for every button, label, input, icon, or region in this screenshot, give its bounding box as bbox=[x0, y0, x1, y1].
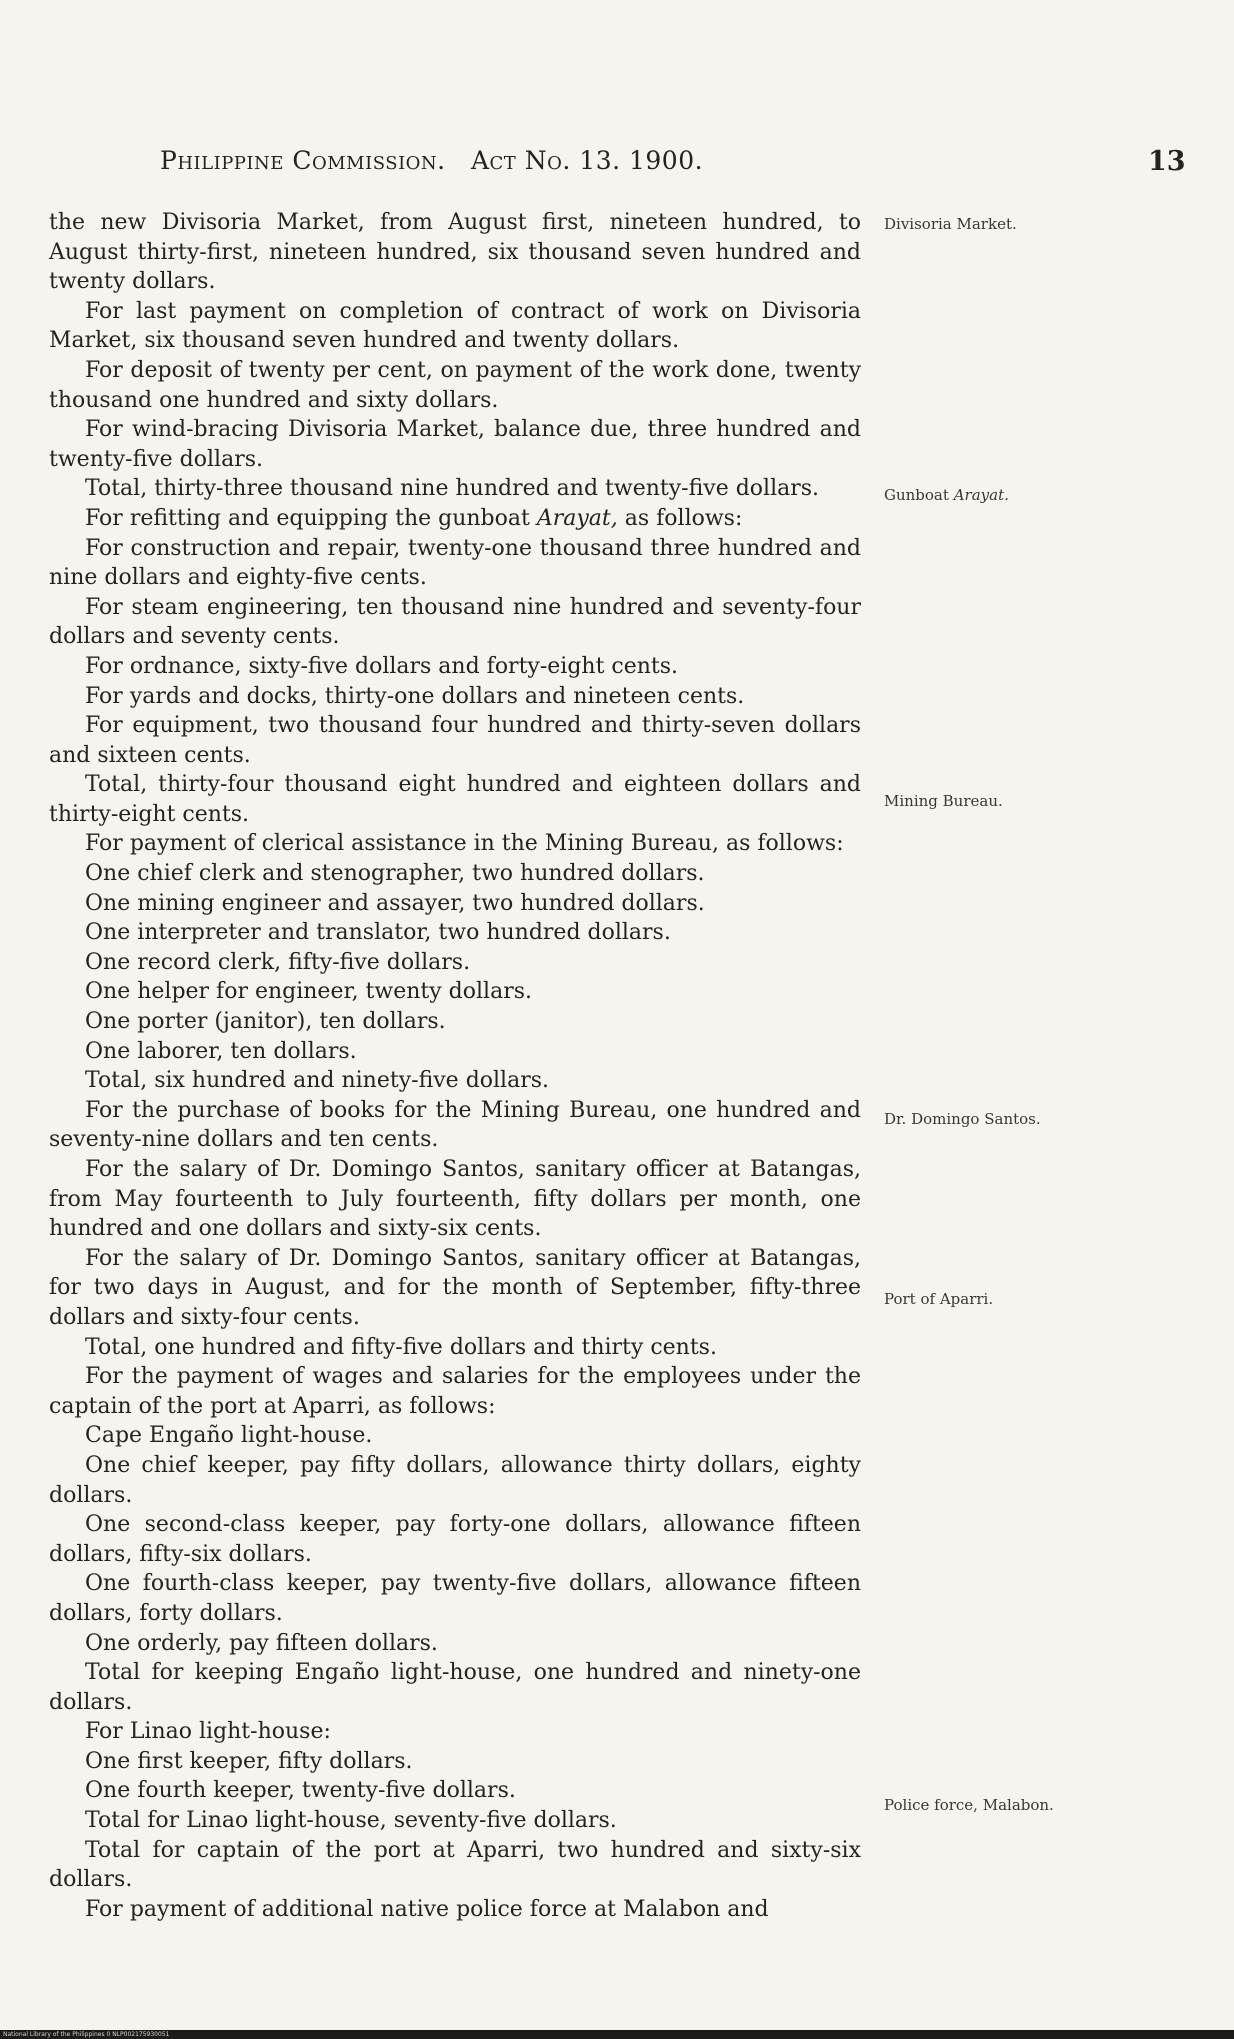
paragraph-gunboat bbox=[49, 504, 861, 534]
paragraph: Total for captain of the port at Aparri, two hundred and sixty-six dollars. bbox=[49, 1837, 861, 1893]
paragraph: Total for Linao light-house, seventy-five dollars. bbox=[85, 1808, 617, 1834]
paragraph: For payment of additional native police force at Malabon and bbox=[85, 1896, 769, 1922]
paragraph: One second-class keeper, pay forty-one dollars, allowance fifteen dollars, fifty-six dollars. bbox=[49, 1512, 861, 1567]
paragraph: For Linao light-house: bbox=[85, 1719, 331, 1745]
paragraph: For the payment of wages and salaries for the employees under the captain of the port at Aparri, as follows: bbox=[49, 1364, 861, 1419]
paragraph: For last payment on completion of contract of work on Divisoria Market, six thousand seven hundred and twenty dollars. bbox=[49, 298, 861, 354]
paragraph: One orderly, pay fifteen dollars. bbox=[85, 1630, 438, 1656]
paragraph: One fourth keeper, twenty-five dollars. bbox=[85, 1778, 516, 1804]
paragraph: Total, thirty-four thousand eight hundred and eighteen dollars and thirty-eight cents. bbox=[49, 772, 861, 827]
margin-note-gunboat bbox=[884, 486, 1099, 504]
paragraph: For wind-bracing Divisoria Market, balance due, three hundred and twenty-five dollars. bbox=[49, 417, 861, 472]
paragraph: For yards and docks, thirty-one dollars and nineteen cents. bbox=[85, 683, 745, 709]
paragraph: One mining engineer and assayer, two hundred dollars. bbox=[85, 890, 705, 916]
paragraph: Total, six hundred and ninety-five dollars. bbox=[85, 1068, 550, 1094]
paragraph: One helper for engineer, twenty dollars. bbox=[85, 979, 532, 1005]
running-header bbox=[160, 146, 703, 175]
paragraph-text: For refitting and equipping the gunboat bbox=[85, 505, 530, 531]
margin-note-mining: Mining Bureau. bbox=[884, 792, 1003, 810]
paragraph: One porter (janitor), ten dollars. bbox=[85, 1009, 446, 1035]
paragraph: For steam engineering, ten thousand nine hundred and seventy-four dollars and seventy cents. bbox=[49, 594, 861, 650]
margin-note-santos: Dr. Domingo Santos. bbox=[884, 1110, 1041, 1128]
margin-note-text: Gunboat bbox=[884, 486, 949, 504]
paragraph: For construction and repair, twenty-one thousand three hundred and nine dollars and eighty-five cents. bbox=[49, 535, 861, 591]
paragraph: One first keeper, fifty dollars. bbox=[85, 1748, 413, 1774]
footer-text: National Library of the Philippines 0 NLP002175930051 bbox=[3, 2031, 170, 2038]
paragraph: Total, thirty-three thousand nine hundred and twenty-five dollars. bbox=[85, 476, 820, 502]
paragraph: Total for keeping Engaño light-house, one hundred and ninety-one dollars. bbox=[49, 1660, 861, 1715]
paragraph-text: as follows: bbox=[617, 505, 743, 531]
paragraph: Cape Engaño light-house. bbox=[85, 1423, 373, 1449]
paragraph: Total, one hundred and fifty-five dollars and thirty cents. bbox=[85, 1334, 717, 1360]
paragraph: For ordnance, sixty-five dollars and forty-eight cents. bbox=[85, 653, 679, 679]
page-number: 13 bbox=[1148, 146, 1186, 177]
margin-note-divisoria: Divisoria Market. bbox=[884, 215, 1017, 233]
paragraph: For the salary of Dr. Domingo Santos, sanitary officer at Batangas, for two days in August, and for the month of September, fifty-three dollars and sixty-four cents. bbox=[49, 1245, 861, 1330]
paragraph: For payment of clerical assistance in the Mining Bureau, as follows: bbox=[85, 831, 844, 857]
paragraph: One interpreter and translator, two hundred dollars. bbox=[85, 920, 671, 946]
paragraph: For deposit of twenty per cent, on payment of the work done, twenty thousand one hundred and sixty dollars. bbox=[49, 357, 861, 413]
paragraph: For the salary of Dr. Domingo Santos, sanitary officer at Batangas, from May fourteenth to July fourteenth, fifty dollars per month, one hundred and one dollars and sixty-six cents. bbox=[49, 1157, 861, 1242]
paragraph: For equipment, two thousand four hundred and thirty-seven dollars and sixteen cents. bbox=[49, 713, 861, 768]
paragraph: One fourth-class keeper, pay twenty-five dollars, allowance fifteen dollars, forty dollars. bbox=[49, 1571, 861, 1626]
paragraph: One chief keeper, pay fifty dollars, allowance thirty dollars, eighty dollars. bbox=[49, 1452, 861, 1508]
footer-strip bbox=[0, 2030, 1234, 2039]
running-title: Philippine Commission. bbox=[160, 146, 446, 175]
paragraph: One record clerk, fifty-five dollars. bbox=[85, 949, 471, 975]
margin-note-gunboat-name: Arayat. bbox=[953, 486, 1009, 504]
act-reference: Act No. 13. 1900. bbox=[470, 146, 704, 175]
margin-note-police: Police force, Malabon. bbox=[884, 1796, 1054, 1814]
paragraph: One laborer, ten dollars. bbox=[85, 1038, 357, 1064]
gunboat-name: Arayat, bbox=[536, 505, 618, 531]
paragraph: One chief clerk and stenographer, two hundred dollars. bbox=[85, 861, 705, 887]
margin-note-aparri: Port of Aparri. bbox=[884, 1290, 994, 1308]
paragraph: For the purchase of books for the Mining Bureau, one hundred and seventy-nine dollars and ten cents. bbox=[49, 1097, 861, 1153]
body-text bbox=[49, 208, 861, 1924]
paragraph: the new Divisoria Market, from August first, nineteen hundred, to August thirty-first, nineteen hundred, six thousand seven hundred and twenty dollars. bbox=[49, 210, 861, 295]
